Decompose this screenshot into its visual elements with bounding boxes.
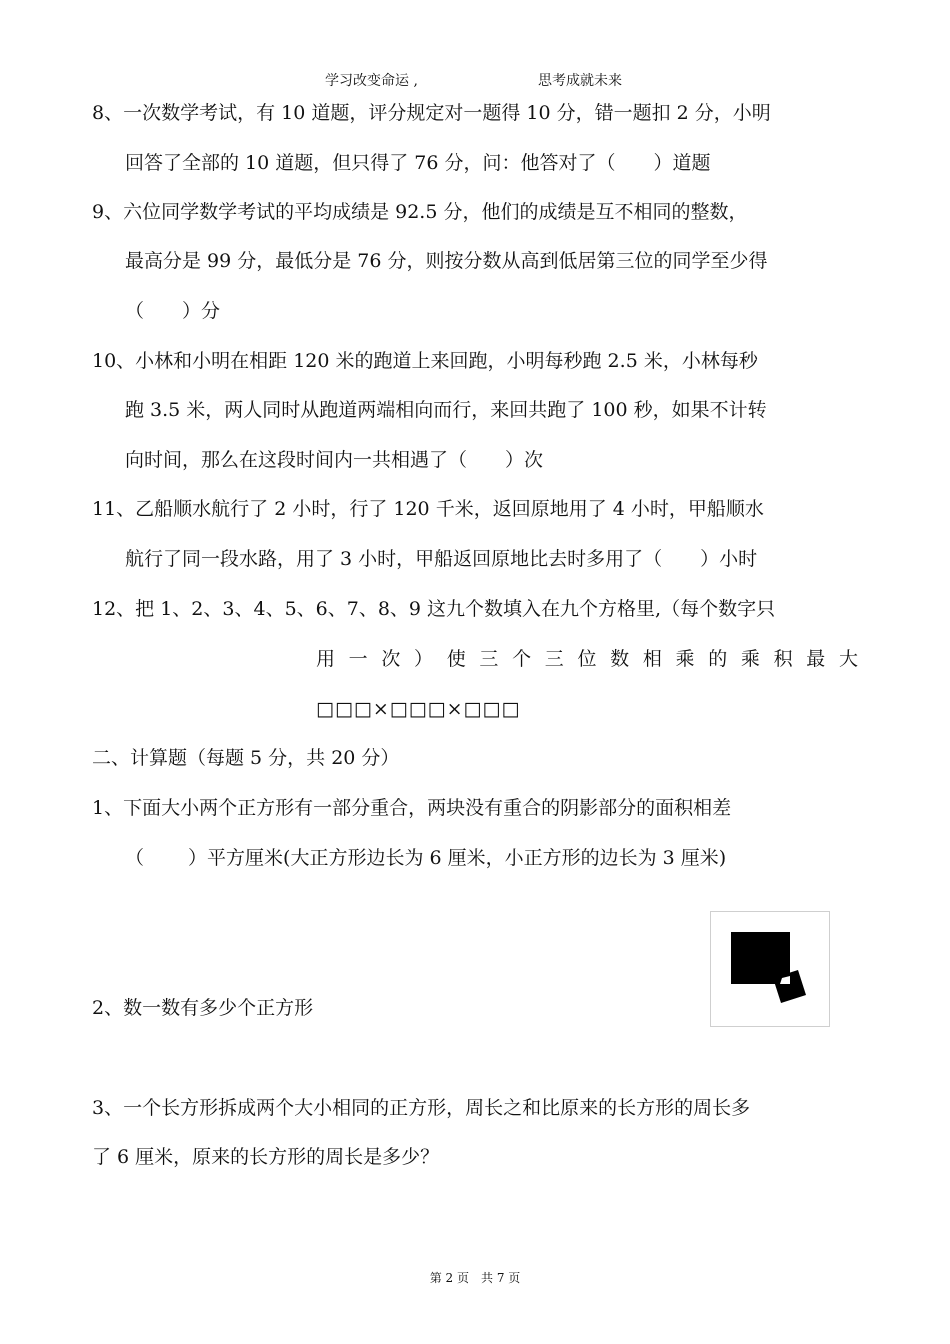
header-left-text: 学习改变命运 , [325, 73, 418, 89]
calc-question-3-line-1: 3、一个长方形拆成两个大小相同的正方形，周长之和比原来的长方形的周长多 [92, 1097, 751, 1119]
section-2-title: 二、计算题（每题 5 分，共 20 分） [92, 747, 400, 769]
page-header [0, 70, 950, 90]
calc-question-1-line-1: 1、下面大小两个正方形有一部分重合，两块没有重合的阴影部分的面积相差 [92, 797, 732, 819]
calc-question-2: 2、数一数有多少个正方形 [92, 997, 314, 1019]
question-8-line-2: 回答了全部的 10 道题，但只得了 76 分，问：他答对了（ ）道题 [125, 152, 711, 174]
overlapping-squares-figure [710, 911, 830, 1027]
question-10-line-1: 10、小林和小明在相距 120 米的跑道上来回跑，小明每秒跑 2.5 米，小林每秒 [92, 350, 758, 372]
question-11-line-2: 航行了同一段水路，用了 3 小时，甲船返回原地比去时多用了（ ）小时 [125, 548, 758, 570]
question-10-line-3: 向时间，那么在这段时间内一共相遇了（ ）次 [125, 449, 544, 471]
question-11-line-1: 11、乙船顺水航行了 2 小时，行了 120 千米，返回原地用了 4 小时，甲船顺水 [92, 498, 764, 520]
question-8-line-1: 8、一次数学考试，有 10 道题，评分规定对一题得 10 分，错一题扣 2 分，小明 [92, 102, 771, 124]
page-footer: 第 2 页 共 7 页 [429, 1271, 521, 1285]
header-right-text: 思考成就未来 [538, 73, 622, 89]
question-12-line-1: 12、把 1、2、3、4、5、6、7、8、9 这九个数填入在九个方格里,（每个数字只 [92, 598, 776, 620]
question-9-line-1: 9、六位同学数学考试的平均成绩是 92.5 分，他们的成绩是互不相同的整数， [92, 201, 748, 223]
question-9-line-2: 最高分是 99 分，最低分是 76 分，则按分数从高到低居第三位的同学至少得 [125, 250, 768, 272]
calc-question-1-line-2: （ ）平方厘米(大正方形边长为 6 厘米，小正方形的边长为 3 厘米) [125, 847, 727, 869]
question-9-line-3: （ ）分 [125, 300, 221, 322]
calc-question-3-line-2: 了 6 厘米，原来的长方形的周长是多少？ [92, 1146, 440, 1168]
squares-drawing [711, 912, 829, 1026]
question-10-line-2: 跑 3.5 米，两人同时从跑道两端相向而行，来回共跑了 100 秒，如果不计转 [125, 399, 767, 421]
answer-boxes: □□□×□□□×□□□ [316, 698, 521, 720]
question-12-line-2: 用 一 次 ） 使 三 个 三 位 数 相 乘 的 乘 积 最 大 [316, 648, 858, 670]
